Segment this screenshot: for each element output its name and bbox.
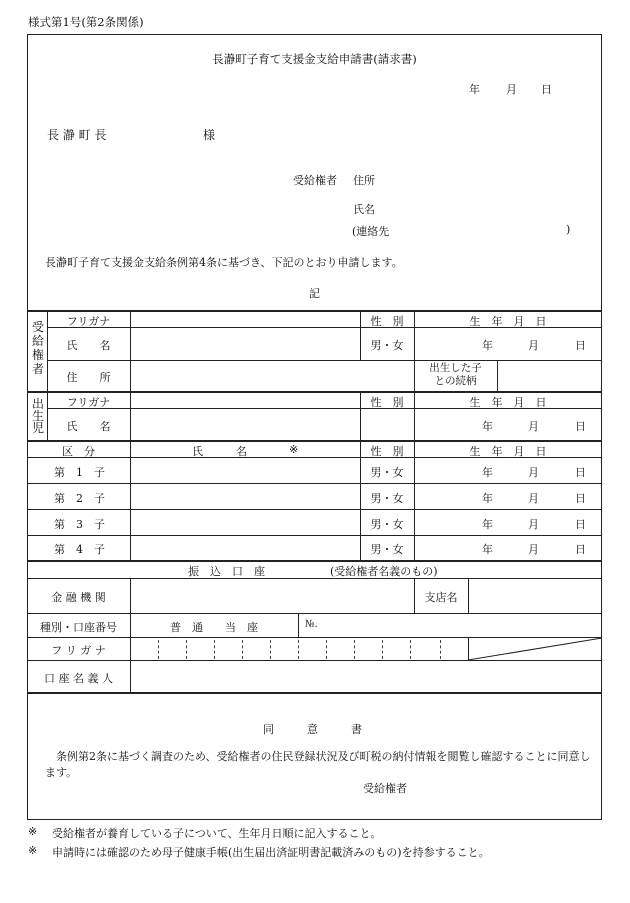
date-year: 年 xyxy=(469,83,480,96)
note-text: 受給権者が養育している子について、生年月日順に記入すること。 xyxy=(52,827,382,840)
children-header-sex: 性 別 xyxy=(370,445,404,458)
newborn-name-field[interactable] xyxy=(131,409,359,439)
child-birth-d: 日 xyxy=(575,492,586,505)
applicant-label: 受給権者 xyxy=(293,174,337,187)
child-sex[interactable]: 男・女 xyxy=(370,543,404,556)
child-birth-m: 月 xyxy=(528,518,539,531)
recipient-relation-field[interactable] xyxy=(498,361,601,390)
child-birth-y: 年 xyxy=(482,543,493,556)
children-header-mark: ※ xyxy=(289,443,299,456)
newborn-side-label: 出 生 児 xyxy=(31,397,44,435)
children-header-category: 区 分 xyxy=(62,445,95,458)
recipient-side-label: 受 給 権 者 xyxy=(31,320,44,376)
form-number: 様式第1号(第2条関係) xyxy=(28,15,144,29)
recipient-furigana-field[interactable] xyxy=(131,312,359,326)
account-type-options[interactable]: 普 通 当 座 xyxy=(170,621,258,634)
newborn-furigana-field[interactable] xyxy=(131,393,359,407)
date-month: 月 xyxy=(506,83,517,96)
recipient-sex-value[interactable]: 男・女 xyxy=(370,339,404,352)
note-mark: ※ xyxy=(28,844,38,857)
applicant-contact-open: (連絡先 xyxy=(352,225,390,238)
child-name-field[interactable] xyxy=(131,484,359,508)
bank-label: 金 融 機 関 xyxy=(51,591,106,604)
note-mark: ※ xyxy=(28,825,38,838)
recipient-address-label: 住 所 xyxy=(66,371,111,384)
addressee-name: 長 瀞 町 長 xyxy=(47,128,107,142)
recipient-birth-header: 生 年 月 日 xyxy=(469,315,547,328)
child-birth-m: 月 xyxy=(528,543,539,556)
child-birth-d: 日 xyxy=(575,466,586,479)
newborn-sex-header: 性 別 xyxy=(370,396,404,409)
account-holder-label: 口 座 名 義 人 xyxy=(44,672,113,685)
recipient-address-field[interactable] xyxy=(131,361,413,390)
children-header-name: 氏 名 xyxy=(192,445,247,458)
recipient-relation-label: 出生した子 との続柄 xyxy=(429,362,482,387)
note-text: 申請時には確認のため母子健康手帳(出生届出済証明書記載済みのもの)を持参すること。 xyxy=(52,846,490,859)
recipient-furigana-label: フリガナ xyxy=(66,315,111,328)
newborn-birth-y: 年 xyxy=(482,420,493,433)
ki-label: 記 xyxy=(309,287,320,300)
child-birth-y: 年 xyxy=(482,466,493,479)
account-number-field[interactable] xyxy=(330,614,601,636)
account-holder-field[interactable] xyxy=(131,661,601,691)
branch-field[interactable] xyxy=(469,579,601,612)
form-title: 長瀞町子育て支援金支給申請書(請求書) xyxy=(212,52,417,66)
recipient-birth-y: 年 xyxy=(482,339,493,352)
child-label: 第 4 子 xyxy=(54,543,105,556)
branch-label: 支店名 xyxy=(424,591,458,604)
children-header-birth: 生 年 月 日 xyxy=(469,445,547,458)
account-header: 振 込 口 座 xyxy=(188,565,265,578)
newborn-furigana-label: フリガナ xyxy=(66,396,111,409)
consent-signature-field[interactable] xyxy=(420,776,590,796)
child-label: 第 1 子 xyxy=(54,466,105,479)
child-label: 第 3 子 xyxy=(54,518,105,531)
applicant-name-label: 氏名 xyxy=(353,203,375,216)
newborn-name-label: 氏 名 xyxy=(66,420,111,433)
type-number-label: 種別・口座番号 xyxy=(40,621,117,634)
child-name-field[interactable] xyxy=(131,510,359,534)
consent-body: 条例第2条に基づく調査のため、受給権者の住民登録状況及び町税の納付情報を閲覧し確認することに同意します。 xyxy=(45,750,591,779)
child-birth-y: 年 xyxy=(482,518,493,531)
recipient-name-field[interactable] xyxy=(131,328,359,359)
child-birth-d: 日 xyxy=(575,543,586,556)
consent-sign-label: 受給権者 xyxy=(363,782,407,795)
account-header-note: (受給権者名義のもの) xyxy=(330,565,438,578)
account-furigana-label: フ リ ガ ナ xyxy=(51,644,106,657)
child-sex[interactable]: 男・女 xyxy=(370,466,404,479)
addressee-honorific: 様 xyxy=(203,128,216,142)
intro-text: 長瀞町子育て支援金支給条例第4条に基づき、下記のとおり申請します。 xyxy=(45,256,403,269)
recipient-birth-m: 月 xyxy=(528,339,539,352)
child-birth-m: 月 xyxy=(528,492,539,505)
diagonal-strike xyxy=(468,637,602,661)
account-no-label: №. xyxy=(305,619,318,630)
child-sex[interactable]: 男・女 xyxy=(370,492,404,505)
child-birth-d: 日 xyxy=(575,518,586,531)
child-name-field[interactable] xyxy=(131,536,359,559)
child-label: 第 2 子 xyxy=(54,492,105,505)
child-birth-y: 年 xyxy=(482,492,493,505)
applicant-contact-close: ) xyxy=(566,223,571,236)
child-name-field[interactable] xyxy=(131,458,359,482)
recipient-name-label: 氏 名 xyxy=(66,339,111,352)
recipient-sex-header: 性 別 xyxy=(370,315,404,328)
applicant-address-label: 住所 xyxy=(353,174,375,187)
date-day: 日 xyxy=(541,83,552,96)
bank-field[interactable] xyxy=(131,579,413,612)
child-sex[interactable]: 男・女 xyxy=(370,518,404,531)
newborn-birth-d: 日 xyxy=(575,420,586,433)
child-birth-m: 月 xyxy=(528,466,539,479)
newborn-birth-m: 月 xyxy=(528,420,539,433)
newborn-birth-header: 生 年 月 日 xyxy=(469,396,547,409)
account-furigana-field[interactable] xyxy=(131,638,467,659)
consent-title: 同 意 書 xyxy=(263,723,362,736)
recipient-birth-d: 日 xyxy=(575,339,586,352)
